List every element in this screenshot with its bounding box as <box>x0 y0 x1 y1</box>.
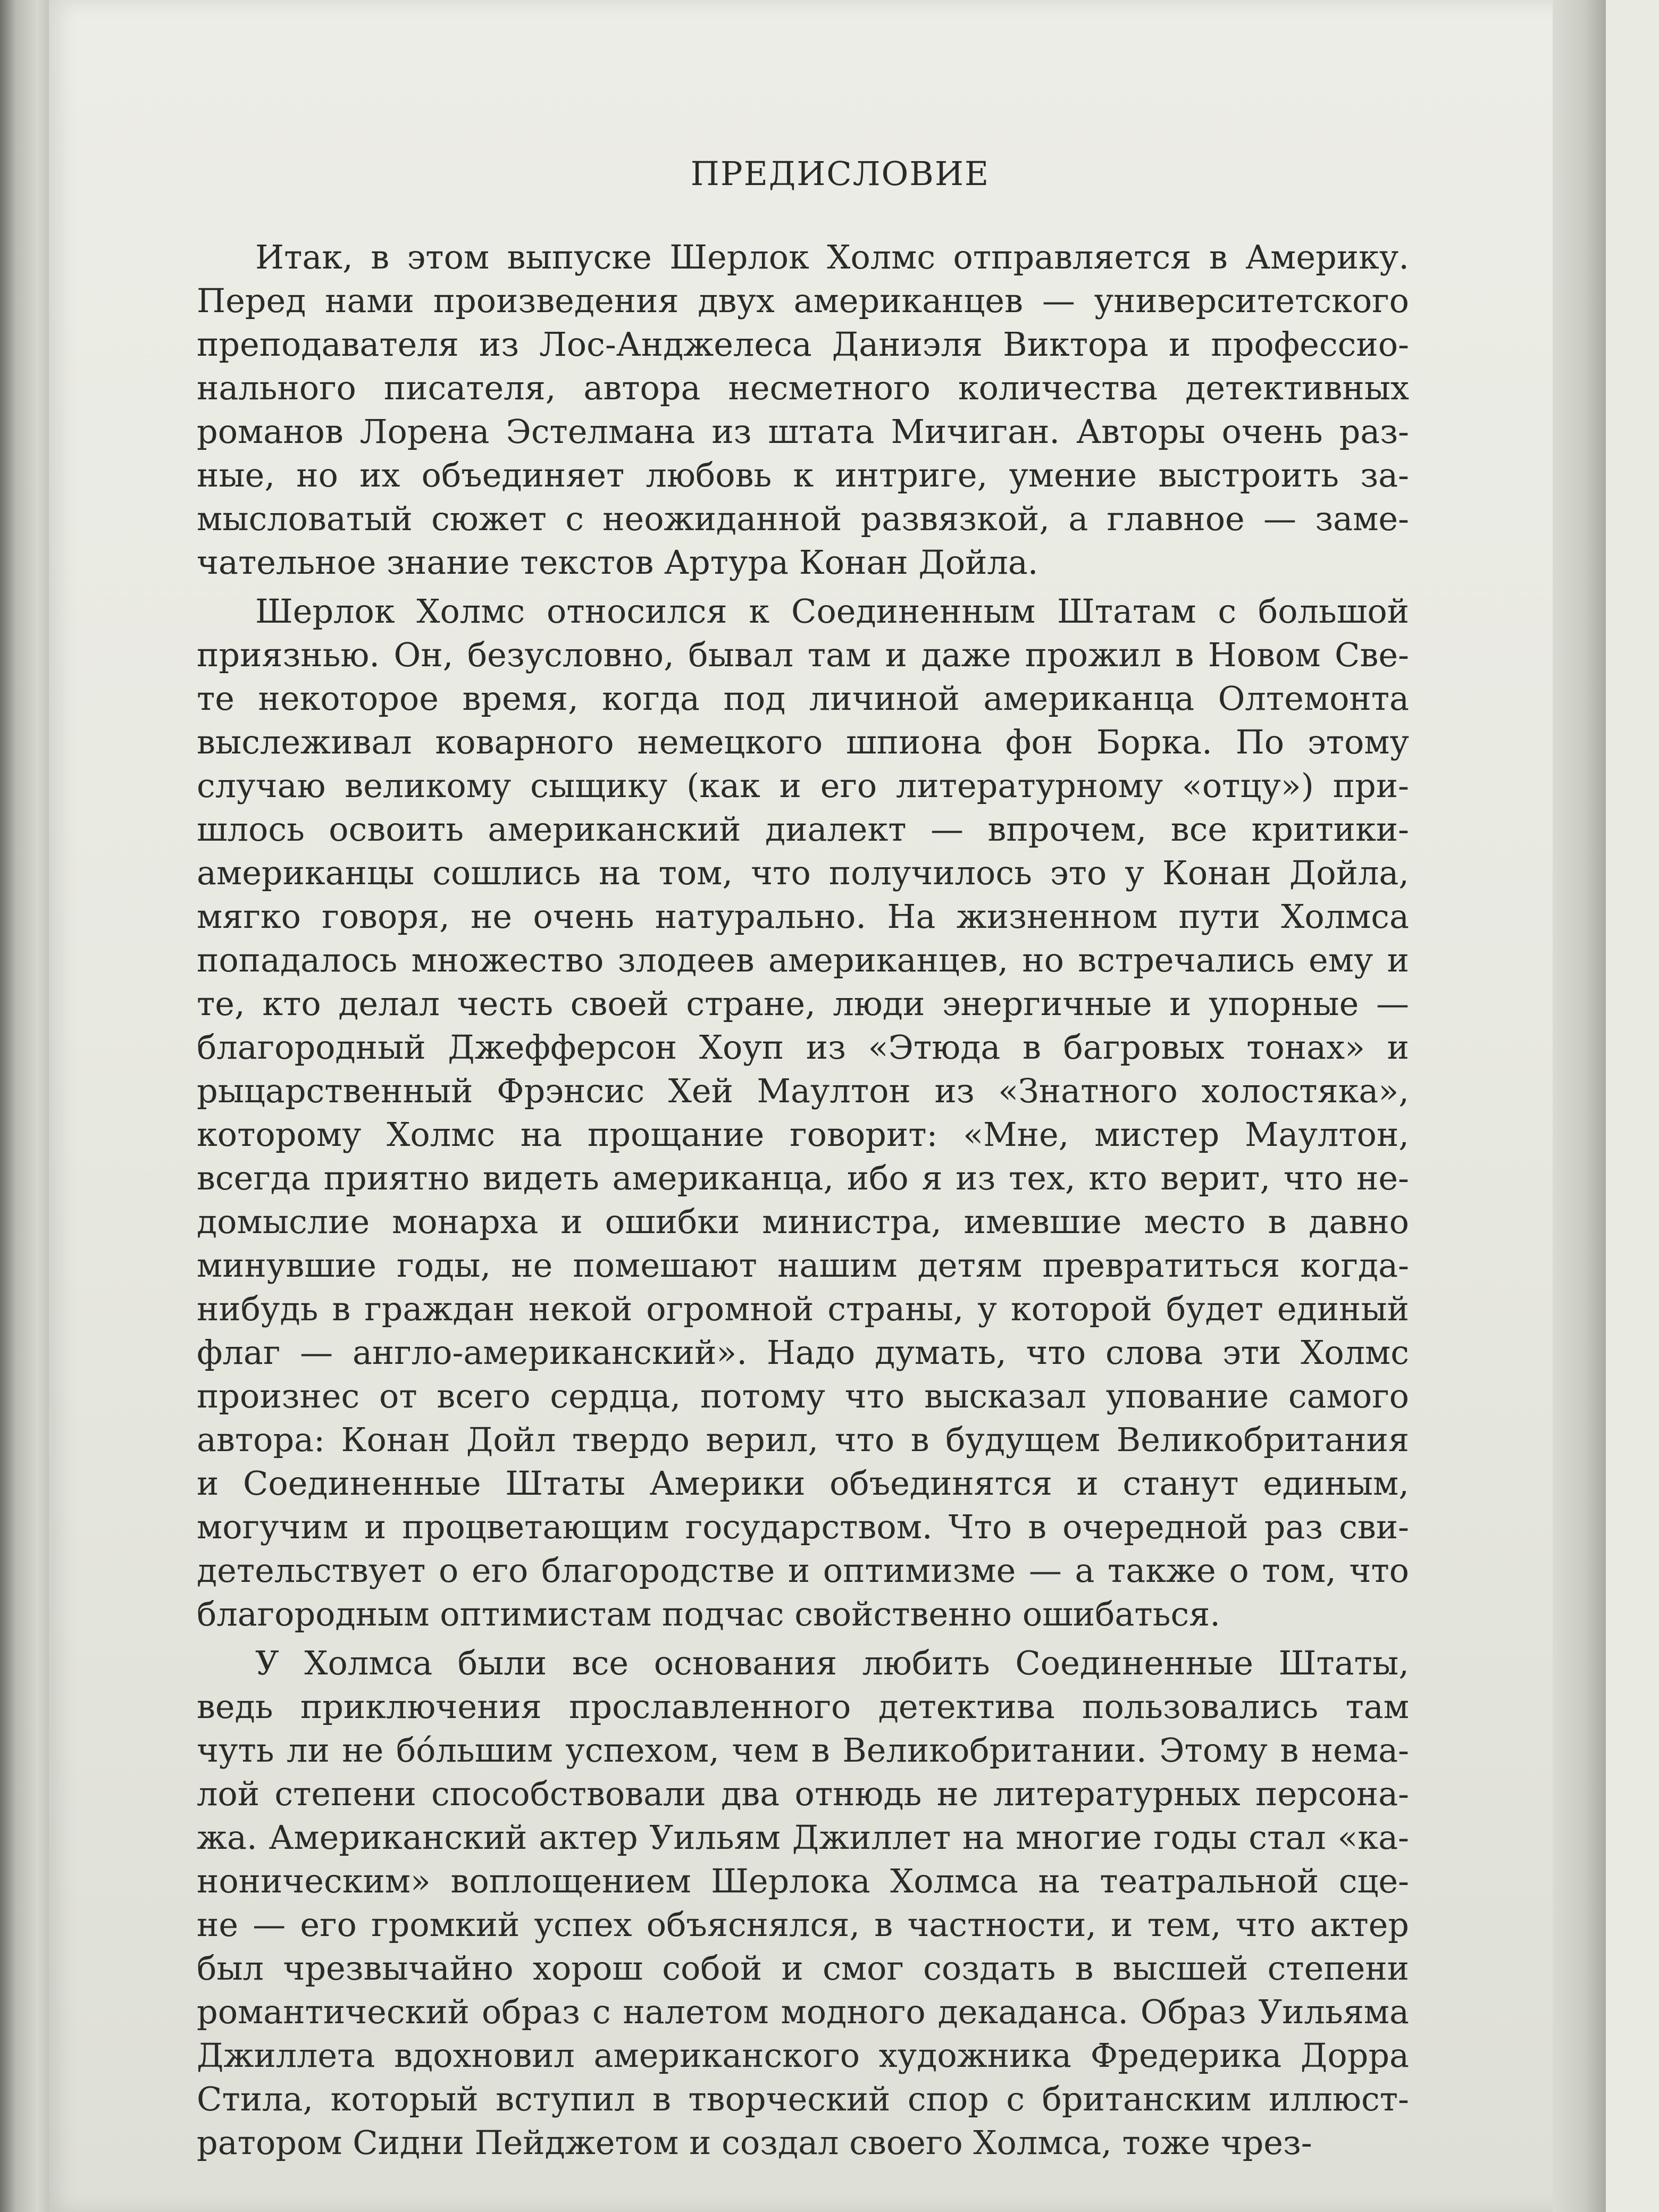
text-line: те, кто делал честь своей стране, люди энергичные и упорные — <box>197 984 1409 1023</box>
text-line: Перед нами произведения двух американцев — университетского <box>197 281 1409 320</box>
text-line: был чрезвычайно хорош собой и смог создать в высшей степени <box>197 1949 1409 1988</box>
page-content <box>197 154 1409 2165</box>
text-line: шлось освоить американский диалект — впрочем, все критики- <box>197 810 1409 849</box>
text-line: нибудь в граждан некой огромной страны, у которой будет единый <box>197 1289 1409 1328</box>
text-line: и Соединенные Штаты Америки объединятся и станут единым, <box>197 1464 1409 1503</box>
text-line: нального писателя, автора несметного количества детективных <box>197 368 1409 407</box>
page-title: ПРЕДИСЛОВИЕ <box>690 154 990 193</box>
text-line: романов Лорена Эстелмана из штата Мичиган. Авторы очень раз- <box>197 412 1409 451</box>
text-line: выслеживал коварного немецкого шпиона фон Борка. По этому <box>197 723 1409 761</box>
text-line: Шерлок Холмс относился к Соединенным Штатам с большой <box>255 592 1409 631</box>
text-line: рыцарственный Фрэнсис Хей Маултон из «Знатного холостяка», <box>197 1071 1409 1110</box>
text-line: которому Холмс на прощание говорит: «Мне, мистер Маултон, <box>197 1115 1409 1154</box>
paragraph-gap <box>197 584 1409 590</box>
text-line: детельствует о его благородстве и оптимизме — а также о том, что <box>197 1551 1409 1590</box>
paragraph <box>197 1641 1409 2165</box>
paragraph <box>197 590 1409 1636</box>
text-line: преподавателя из Лос-Анджелеса Даниэля Виктора и профессио- <box>197 325 1409 364</box>
text-line: всегда приятно видеть американца, ибо я из тех, кто верит, что не- <box>197 1159 1409 1197</box>
text-line: мысловатый сюжет с неожиданной развязкой, а главное — заме- <box>197 499 1409 538</box>
text-line: жа. Американский актер Уильям Джиллет на многие годы стал «ка- <box>197 1818 1409 1857</box>
text-line: приязнью. Он, безусловно, бывал там и даже прожил в Новом Све- <box>197 635 1409 674</box>
text-line: те некоторое время, когда под личиной американца Олтемонта <box>197 679 1409 718</box>
text-line: ные, но их объединяет любовь к интриге, умение выстроить за- <box>197 456 1409 495</box>
text-line: американцы сошлись на том, что получилось это у Конан Дойла, <box>197 853 1409 892</box>
text-line: чательное знание текстов Артура Конан Дойла. <box>197 543 1038 582</box>
text-line: Итак, в этом выпуске Шерлок Холмс отправляется в Америку. <box>255 238 1409 276</box>
text-line: благородным оптимистам подчас свойственно ошибаться. <box>197 1595 1220 1633</box>
text-line: Стила, который вступил в творческий спор с британским иллюст- <box>197 2080 1409 2118</box>
text-line: домыслие монарха и ошибки министра, имевшие место в давно <box>197 1202 1409 1241</box>
text-line: романтический образ с налетом модного декаданса. Образ Уильяма <box>197 1992 1409 2031</box>
text-line: флаг — англо-американский». Надо думать, что слова эти Холмс <box>197 1333 1409 1372</box>
text-line: благородный Джефферсон Хоуп из «Этюда в багровых тонах» и <box>197 1028 1409 1067</box>
text-line: произнес от всего сердца, потому что высказал упование самого <box>197 1377 1409 1415</box>
text-line: ратором Сидни Пейджетом и создал своего Холмса, тоже чрез- <box>197 2123 1312 2162</box>
text-line: попадалось множество злодеев американцев, но встречались ему и <box>197 941 1409 979</box>
text-line: минувшие годы, не помешают нашим детям превратиться когда- <box>197 1246 1409 1285</box>
text-line: мягко говоря, не очень натурально. На жизненном пути Холмса <box>197 897 1409 936</box>
left-page-edge <box>0 0 49 2212</box>
text-line: автора: Конан Дойл твердо верил, что в будущем Великобритания <box>197 1420 1409 1459</box>
paragraph-gap <box>197 1636 1409 1641</box>
page-right-shadow <box>1553 0 1606 2212</box>
text-line: лой степени способствовали два отнюдь не литературных персона- <box>197 1774 1409 1813</box>
text-line: не — его громкий успех объяснялся, в частности, и тем, что актер <box>197 1905 1409 1944</box>
text-line: могучим и процветающим государством. Что в очередной раз сви- <box>197 1507 1409 1546</box>
text-line: случаю великому сыщику (как и его литературному «отцу») при- <box>197 766 1409 805</box>
text-line: У Холмса были все основания любить Соединенные Штаты, <box>255 1644 1409 1682</box>
paragraph <box>197 236 1409 584</box>
text-line: ведь приключения прославленного детектива пользовались там <box>197 1687 1409 1726</box>
text-line: ноническим» воплощением Шерлока Холмса на театральной сце- <box>197 1862 1409 1900</box>
text-line: чуть ли не бóльшим успехом, чем в Великобритании. Этому в нема- <box>197 1731 1409 1770</box>
body-text <box>197 236 1409 2165</box>
text-line: Джиллета вдохновил американского художника Фредерика Дорра <box>197 2036 1409 2075</box>
